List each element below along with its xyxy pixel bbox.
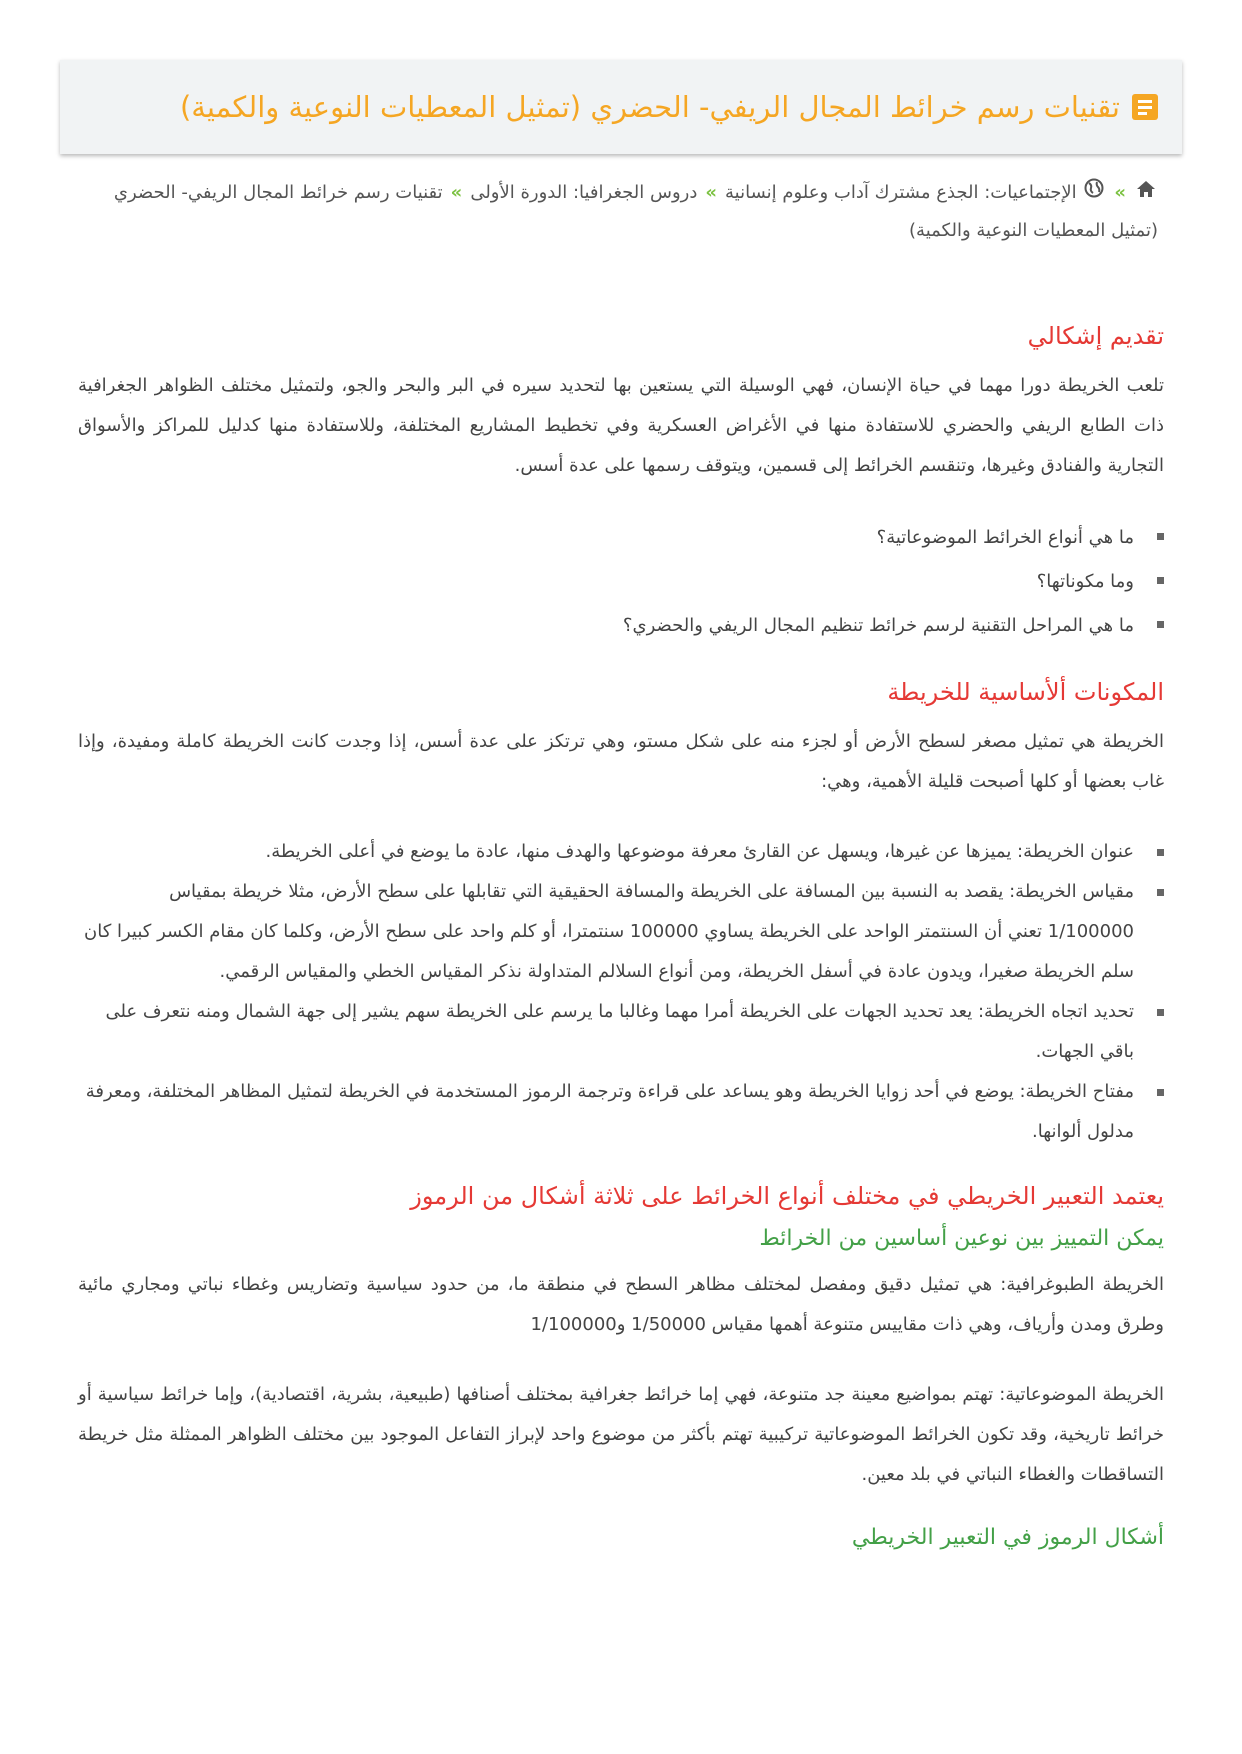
section-components: [78, 678, 1164, 1152]
breadcrumb-separator: »: [1114, 182, 1126, 203]
title-bar: [60, 60, 1182, 154]
section-paragraph: الخريطة الموضوعاتية: تهتم بمواضيع معينة جد متنوعة، فهي إما خرائط جغرافية بمختلف أصنافها (طبيعية، بشرية، اقتصادية)، وإما خرائط سياسية أو خرائط تاريخية، وقد تكون الخرائط الموضوعاتية تركيبية تهتم بأكثر من موضوع واحد لإبراز التفاعل الموجود بين مختلف الظواهر الممثلة مثل خريطة التساقطات والغطاء النباتي في بلد معين.: [78, 1384, 1164, 1485]
list-item: تحديد اتجاه الخريطة: يعد تحديد الجهات على الخريطة أمرا مهما وغالبا ما يرسم على الخريطة سهم يشير إلى جهة الشمال ومنه نتعرف على باقي الجهات.: [78, 992, 1164, 1072]
section-intro: [78, 322, 1164, 648]
list-item: مقياس الخريطة: يقصد به النسبة بين المسافة على الخريطة والمسافة الحقيقية التي تقابلها على سطح الأرض، مثلا خريطة بمقياس 1/100000 تعني أن السنتمتر الواحد على الخريطة يساوي 100000 سنتمترا، أو كلم واحد على سطح الأرض، وكلما كان مقام الكسر كبيرا كان سلم الخريطة صغيرا، ويدون عادة في أسفل الخريطة، ومن أنواع السلالم المتداولة نذكر المقياس الخطي والمقياس الرقمي.: [78, 872, 1164, 992]
article-content: [60, 322, 1182, 1550]
list-item: عنوان الخريطة: يميزها عن غيرها، ويسهل عن القارئ معرفة موضوعها والهدف منها، عادة ما يوضع في أعلى الخريطة.: [78, 832, 1164, 872]
section-heading: المكونات ألأساسية للخريطة: [887, 678, 1164, 706]
question-list: [78, 516, 1164, 648]
list-item: مفتاح الخريطة: يوضع في أحد زوايا الخريطة وهو يساعد على قراءة وترجمة الرموز المستخدمة في الخريطة لتمثيل المظاهر المختلفة، ومعرفة مدلول ألوانها.: [78, 1072, 1164, 1152]
breadcrumb-link-lessons[interactable]: دروس الجغرافيا: الدورة الأولى: [470, 182, 698, 203]
breadcrumb-link-course[interactable]: الإجتماعيات: الجذع مشترك آداب وعلوم إنسانية: [725, 182, 1077, 203]
list-item: ما هي المراحل التقنية لرسم خرائط تنظيم المجال الريفي والحضري؟: [78, 604, 1164, 648]
section-paragraph: الخريطة هي تمثيل مصغر لسطح الأرض أو لجزء منه على شكل مستو، وهي ترتكز على عدة أسس، إذا وجدت كانت الخريطة كاملة ومفيدة، وإذا غاب بعضها أو كلها أصبحت قليلة الأهمية، وهي:: [78, 731, 1164, 792]
breadcrumb: [60, 174, 1182, 250]
list-icon: [1132, 94, 1158, 120]
section-heading: تقديم إشكالي: [1027, 322, 1164, 350]
list-item: وما مكوناتها؟: [78, 560, 1164, 604]
breadcrumb-separator: »: [705, 182, 717, 203]
globe-icon: [1084, 174, 1104, 212]
component-list: [78, 832, 1164, 1152]
sub-heading: يمكن التمييز بين نوعين أساسين من الخرائط: [759, 1226, 1164, 1251]
breadcrumb-separator: »: [450, 182, 463, 203]
breadcrumb-current: تقنيات رسم خرائط المجال الريفي- الحضري (تمثيل المعطيات النوعية والكمية): [113, 182, 1158, 241]
page-title: تقنيات رسم خرائط المجال الريفي- الحضري (تمثيل المعطيات النوعية والكمية): [179, 90, 1120, 124]
sub-heading: أشكال الرموز في التعبير الخريطي: [851, 1525, 1164, 1550]
section-heading: يعتمد التعبير الخريطي في مختلف أنواع الخرائط على ثلاثة أشكال من الرموز: [410, 1182, 1164, 1210]
section-paragraph: الخريطة الطبوغرافية: هي تمثيل دقيق ومفصل لمختلف مظاهر السطح في منطقة ما، من حدود سياسية وتضاريس وغطاء نباتي ومجاري مائية وطرق ومدن وأرياف، وهي ذات مقاييس متنوعة أهمها مقياس 1/50000 و1/100000: [78, 1274, 1164, 1335]
section-paragraph: تلعب الخريطة دورا مهما في حياة الإنسان، فهي الوسيلة التي يستعين بها لتحديد سيره في البر والبحر والجو، ولتمثيل مختلف الظواهر الجغرافية ذات الطابع الريفي والحضري للاستفادة منها في الأغراض العسكرية وفي تخطيط المشاريع المختلفة، وللاستفادة منها كدليل للمراكز والأسواق التجارية والفنادق وغيرها، وتنقسم الخرائط إلى قسمين، ويتوقف رسمها على عدة أسس.: [78, 375, 1164, 476]
list-item: ما هي أنواع الخرائط الموضوعاتية؟: [78, 516, 1164, 560]
home-icon[interactable]: [1136, 174, 1156, 212]
section-symbols: [78, 1182, 1164, 1550]
